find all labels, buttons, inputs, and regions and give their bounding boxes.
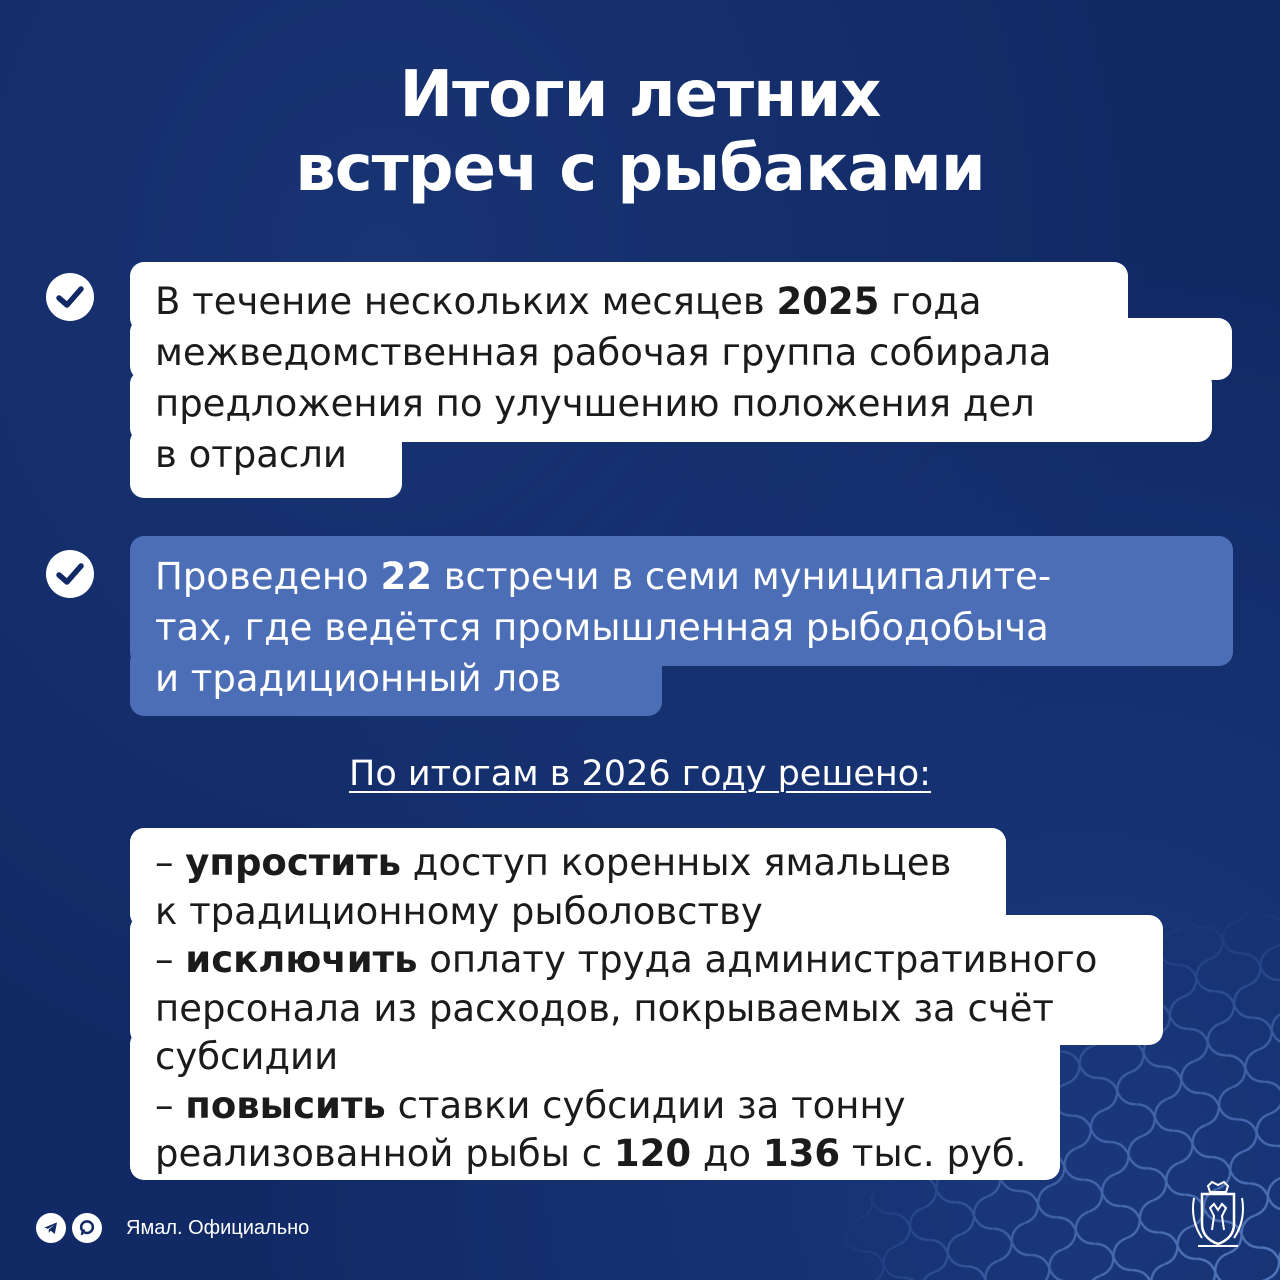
item1-line1-end: года xyxy=(879,280,982,323)
item2-line2: тах, где ведётся промышленная рыбодобыча xyxy=(155,606,1049,649)
item2-meetings-count: 22 xyxy=(380,555,432,598)
item1-line2: межведомственная рабочая группа собирала xyxy=(155,331,1052,374)
decision2-verb: исключить xyxy=(185,938,418,981)
dash: – xyxy=(155,841,186,884)
item1-year: 2025 xyxy=(776,280,880,323)
decision1-line2: к традиционному рыболовству xyxy=(155,889,763,933)
decision2-line3: субсидии xyxy=(155,1035,339,1078)
decision3-line2-pre: реализованной рыбы с xyxy=(155,1132,614,1175)
item2-line3: и традиционный лов xyxy=(155,657,562,700)
decision3-line2-mid: до xyxy=(691,1132,763,1175)
dash: – xyxy=(155,1083,186,1127)
decision-heading xyxy=(0,751,1280,797)
item2-line1-text: Проведено xyxy=(155,555,381,598)
item1-line3: предложения по улучшению положения дел xyxy=(155,382,1035,425)
decision3-old-rate: 120 xyxy=(613,1132,692,1175)
dash: – xyxy=(155,938,186,981)
checkmark-icon xyxy=(45,272,95,322)
telegram-icon[interactable] xyxy=(36,1213,66,1243)
page-title xyxy=(0,58,1280,206)
decision1-verb: упростить xyxy=(185,841,401,884)
item1-line4: в отрасли xyxy=(155,433,347,476)
item1-text xyxy=(155,276,1051,480)
item2-text xyxy=(155,551,1051,704)
channel-name[interactable]: Ямал. Официально xyxy=(126,1216,310,1239)
decision3-line2-post: тыс. руб. xyxy=(840,1132,1027,1175)
decision2-rest: оплату труда административного xyxy=(417,938,1098,981)
decision-heading-text: По итогам в 2026 году решено: xyxy=(349,754,931,794)
max-messenger-icon[interactable] xyxy=(72,1213,102,1243)
checkmark-icon xyxy=(45,549,95,599)
decision2-line2: персонала из расходов, покрываемых за счёт xyxy=(155,986,1054,1030)
footer xyxy=(36,1210,309,1246)
yamal-coat-of-arms-icon xyxy=(1188,1180,1248,1252)
decisions-text xyxy=(155,839,1097,1179)
item1-line1-text: В течение нескольких месяцев xyxy=(155,280,777,323)
decision1-rest: доступ коренных ямальцев xyxy=(401,841,952,884)
title-line-2: встреч с рыбаками xyxy=(295,132,985,206)
item2-line1-end: встречи в семи муниципалите- xyxy=(431,555,1052,598)
decision3-rest: ставки субсидии за тонну xyxy=(385,1083,906,1127)
decision3-verb: повысить xyxy=(185,1083,386,1127)
decision3-new-rate: 136 xyxy=(762,1132,841,1175)
title-line-1: Итоги летних xyxy=(399,58,881,132)
